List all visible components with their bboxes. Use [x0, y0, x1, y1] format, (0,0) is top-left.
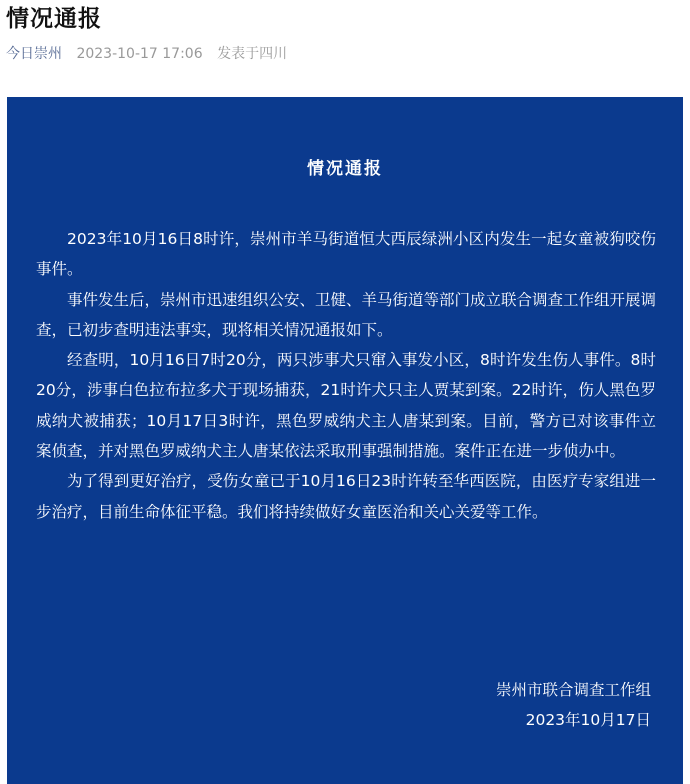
article-title: 情况通报	[6, 6, 102, 32]
publish-datetime: 2023-10-17 17:06	[76, 46, 203, 62]
publish-location: 发表于四川	[217, 46, 288, 62]
notice-date: 2023年10月17日	[525, 711, 651, 729]
notice-title: 情况通报	[307, 159, 383, 179]
article-meta	[6, 44, 297, 64]
notice-image	[7, 97, 683, 784]
notice-paragraph: 经查明，10月16日7时20分，两只涉事犬只窜入事发小区，8时许发生伤人事件。8时20分，涉事白色拉布拉多犬于现场捕获，21时许犬只主人贾某到案。22时许，伤人黑色罗威纳犬被捕获；10月17日3时许，黑色罗威纳犬主人唐某到案。目前，警方已对该事件立案侦查，并对黑色罗威纳犬主人唐某依法采取刑事强制措施。案件正在进一步侦办中。	[36, 351, 656, 461]
notice-paragraph: 事件发生后，崇州市迅速组织公安、卫健、羊马街道等部门成立联合调查工作组开展调查，已初步查明违法事实，现将相关情况通报如下。	[36, 290, 657, 339]
issuing-organization: 崇州市联合调查工作组	[495, 681, 651, 699]
source-account-link[interactable]: 今日崇州	[6, 46, 62, 62]
notice-paragraph: 2023年10月16日8时许，崇州市羊马街道恒大西辰绿洲小区内发生一起女童被狗咬伤事件。	[36, 230, 656, 279]
notice-signature-block	[496, 675, 651, 735]
notice-body	[36, 224, 656, 527]
notice-paragraph: 为了得到更好治疗，受伤女童已于10月16日23时许转至华西医院，由医疗专家组进一步治疗，目前生命体征平稳。我们将持续做好女童医治和关心关爱等工作。	[36, 472, 656, 521]
